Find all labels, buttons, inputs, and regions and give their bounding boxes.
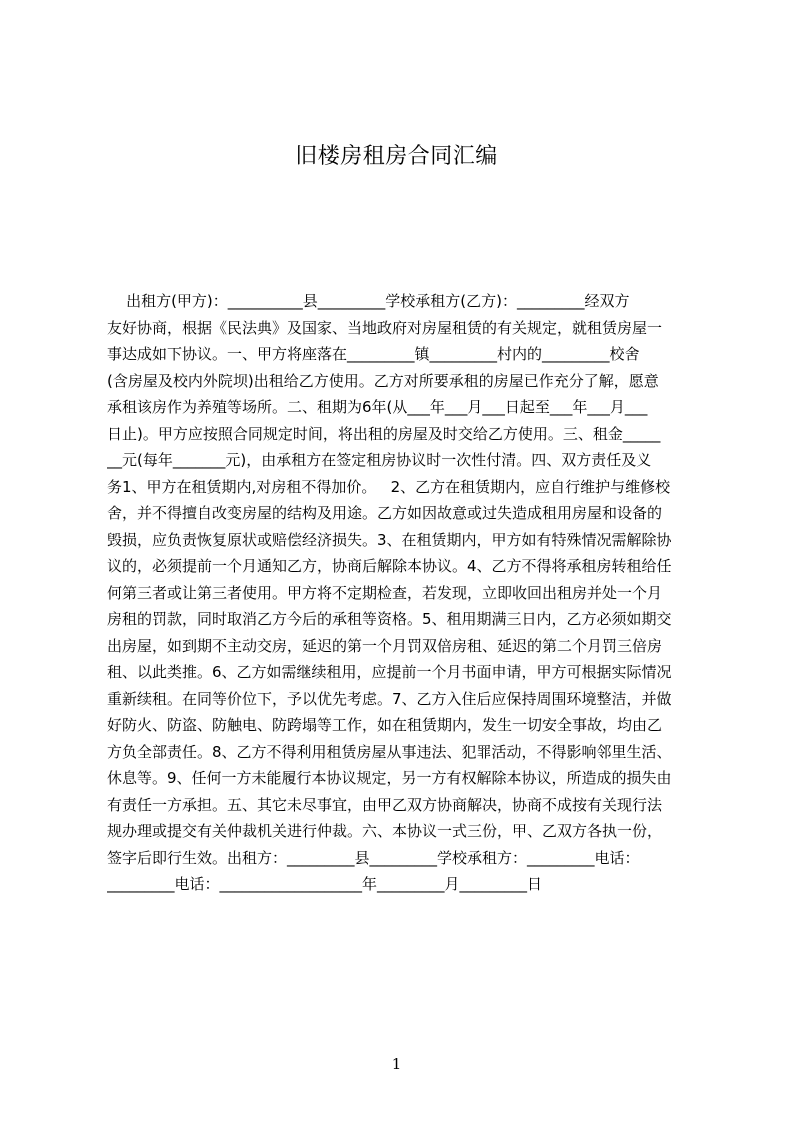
body-line: 何第三者或让第三者使用。甲方将不定期检查，若发现，立即收回出租房并处一个月: [107, 583, 663, 602]
body-line: 休息等。9、任何一方未能履行本协议规定，另一方有权解除本协议，所造成的损失由: [107, 769, 672, 787]
body-line: 出房屋，如到期不主动交房，延迟的第一个月罚双倍房租、延迟的第二个月罚三倍房: [107, 636, 663, 655]
body-line: __元(每年_______元)，由承租方在签定租房协议时一次性付清。四、双方责任及义: [107, 451, 652, 469]
contract-body: [107, 288, 697, 898]
document-title: 旧楼房租房合同汇编: [295, 144, 498, 169]
body-line: 友好协商，根据《民法典》及国家、当地政府对房屋租赁的有关规定，就租赁房屋一: [107, 318, 663, 337]
body-line: 务1、甲方在租赁期内,对房租不得加价。 2、乙方在租赁期内，应自行维护与维修校: [107, 477, 671, 496]
body-line: 签字后即行生效。出租方：_________县_________学校承租方：_________电话：: [107, 848, 640, 867]
body-line: 承租该房作为养殖等场所。二、租期为6年(从___年___月___日起至___年___月___: [107, 398, 648, 416]
body-line: 舍，并不得擅自改变房屋的结构及用途。乙方如因故意或过失造成租用房屋和设备的: [107, 504, 663, 522]
page-number: 1: [391, 1055, 402, 1073]
body-line: 日止)。甲方应按照合同规定时间，将出租的房屋及时交给乙方使用。三、租金_____: [107, 424, 661, 443]
body-line: 方负全部责任。8、乙方不得利用租赁房屋从事违法、犯罪活动，不得影响邻里生活、: [107, 742, 672, 761]
body-line: 房租的罚款，同时取消乙方今后的承租等资格。5、租用期满三日内，乙方必须如期交: [107, 610, 672, 628]
body-line: 议的，必须提前一个月通知乙方，协商后解除本协议。4、乙方不得将承租房转租给任: [107, 557, 672, 575]
body-line: 好防火、防盗、防触电、防跨塌等工作，如在租赁期内，发生一切安全事故，均由乙: [107, 716, 663, 734]
body-line: (含房屋及校内外院坝)出租给乙方使用。乙方对所要承租的房屋已作充分了解，愿意: [107, 371, 659, 390]
body-line: 毁损，应负责恢复原状或赔偿经济损失。3、在租赁期内，甲方如有特殊情况需解除协: [107, 530, 672, 549]
body-line: 事达成如下协议。一、甲方将座落在_________镇_________村内的_________校舍: [107, 345, 640, 363]
body-line: 有责任一方承担。五、其它未尽事宜，由甲乙双方协商解决，协商不成按有关现行法: [107, 795, 663, 814]
body-line: 出租方(甲方)：__________县_________学校承租方(乙方)：_________经双方: [107, 292, 630, 310]
body-line: _________电话：___________________年_________月_________日: [107, 875, 543, 893]
body-line: 重新续租。在同等价位下，予以优先考虑。7、乙方入住后应保持周围环境整洁，并做: [107, 689, 672, 708]
body-line: 规办理或提交有关仲裁机关进行仲裁。六、本协议一式三份，甲、乙双方各执一份，: [107, 822, 663, 840]
body-line: 租、以此类推。6、乙方如需继续租用，应提前一个月书面申请，甲方可根据实际情况: [107, 663, 672, 681]
